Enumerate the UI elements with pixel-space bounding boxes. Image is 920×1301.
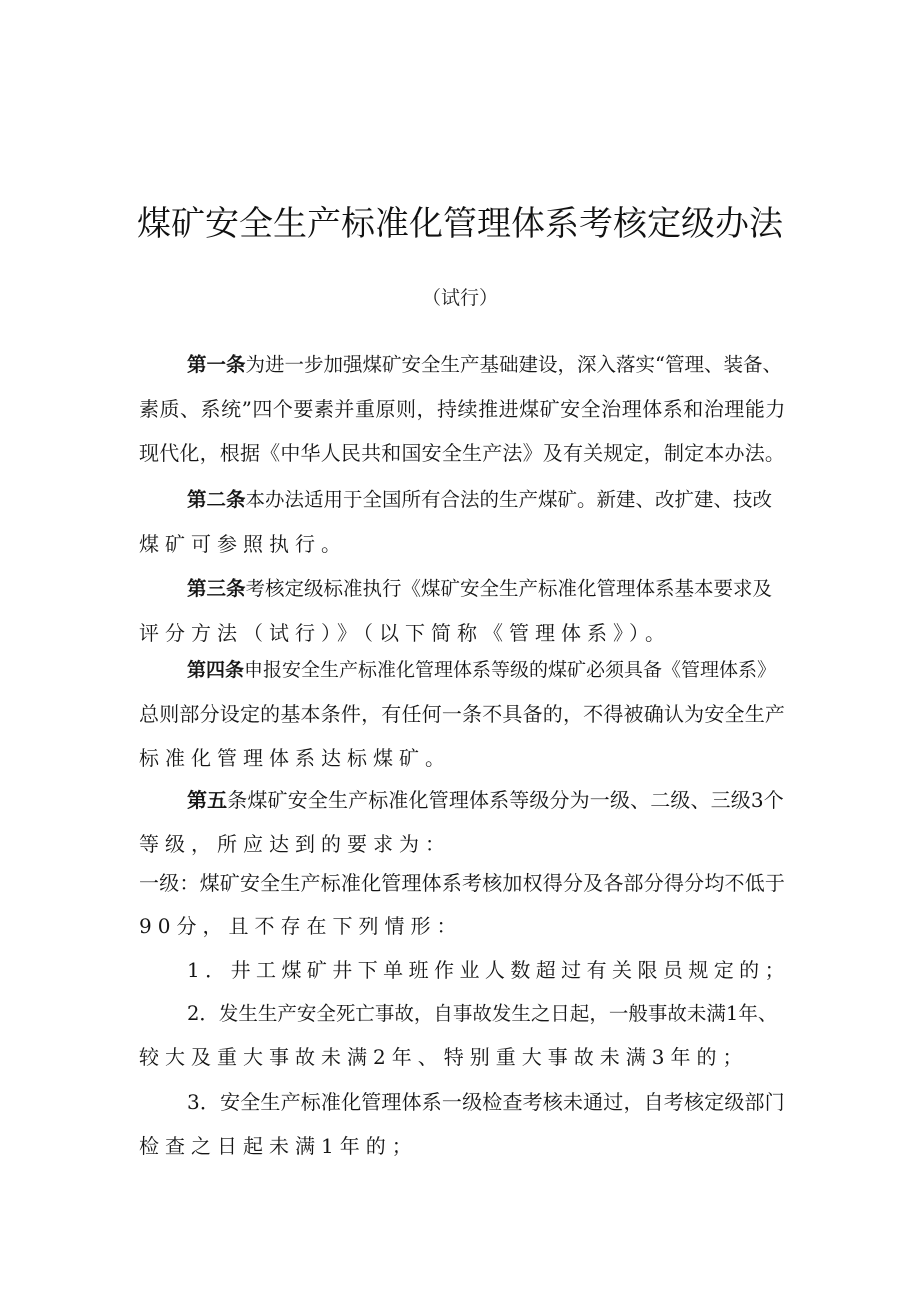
article-2-line-1 bbox=[187, 486, 772, 514]
item-1-line-1: 1．井工煤矿井下单班作业人数超过有关限员规定的； bbox=[187, 958, 791, 982]
article-3-label: 第三条 bbox=[187, 577, 246, 600]
document-title: 煤矿安全生产标准化管理体系考核定级办法 bbox=[137, 204, 783, 244]
level-one-line-2: 90分，且不存在下列情形： bbox=[139, 914, 463, 938]
item-3-line-1: 3．安全生产标准化管理体系一级检查考核未通过，自考核定级部门 bbox=[187, 1090, 785, 1114]
article-4-label: 第四条 bbox=[187, 659, 245, 681]
article-4-line-1 bbox=[187, 656, 776, 684]
article-4-line-2: 总则部分设定的基本条件，有任何一条不具备的，不得被确认为安全生产 bbox=[139, 702, 786, 726]
article-1-line-2: 素质、系统”四个要素并重原则，持续推进煤矿安全治理体系和治理能力 bbox=[139, 397, 786, 421]
article-5-label: 第五 bbox=[187, 788, 228, 812]
article-5-line-2: 等级，所应达到的要求为： bbox=[139, 832, 451, 856]
article-3-line-2: 评分方法（试行）》（以下简称《管理体系》）。 bbox=[139, 621, 671, 645]
article-1-text: 为进一步加强煤矿安全生产基础建设，深入落实“管理、装备、 bbox=[245, 353, 782, 376]
article-3-text: 考核定级标准执行《煤矿安全生产标准化管理体系基本要求及 bbox=[245, 577, 773, 600]
item-2-line-1: 2．发生生产安全死亡事故，自事故发生之日起，一般事故未满1年、 bbox=[187, 1002, 778, 1025]
item-2-line-2: 较大及重大事故未满2年、特别重大事故未满3年的； bbox=[139, 1045, 749, 1069]
article-4-text: 申报安全生产标准化管理体系等级的煤矿必须具备《管理体系》 bbox=[244, 659, 777, 681]
article-3-line-1 bbox=[187, 575, 772, 603]
item-3-line-2: 检查之日起未满1年的； bbox=[139, 1134, 418, 1158]
article-1-label: 第一条 bbox=[187, 353, 246, 376]
article-5-line-1 bbox=[187, 786, 784, 814]
level-one-line-1: 一级：煤矿安全生产标准化管理体系考核加权得分及各部分得分均不低于 bbox=[139, 871, 786, 895]
article-1-line-1 bbox=[187, 351, 782, 379]
article-2-text: 本办法适用于全国所有合法的生产煤矿。新建、改扩建、技改 bbox=[245, 488, 773, 511]
article-5-text: 条煤矿安全生产标准化管理体系等级分为一级、二级、三级3个 bbox=[227, 788, 784, 812]
article-1-line-3: 现代化，根据《中华人民共和国安全生产法》及有关规定，制定本办法。 bbox=[139, 441, 786, 465]
document-subtitle: （试行） bbox=[421, 287, 498, 309]
article-4-line-3: 标准化管理体系达标煤矿。 bbox=[139, 746, 451, 770]
article-2-line-2: 煤矿可参照执行。 bbox=[139, 532, 347, 556]
article-2-label: 第二条 bbox=[187, 488, 246, 511]
